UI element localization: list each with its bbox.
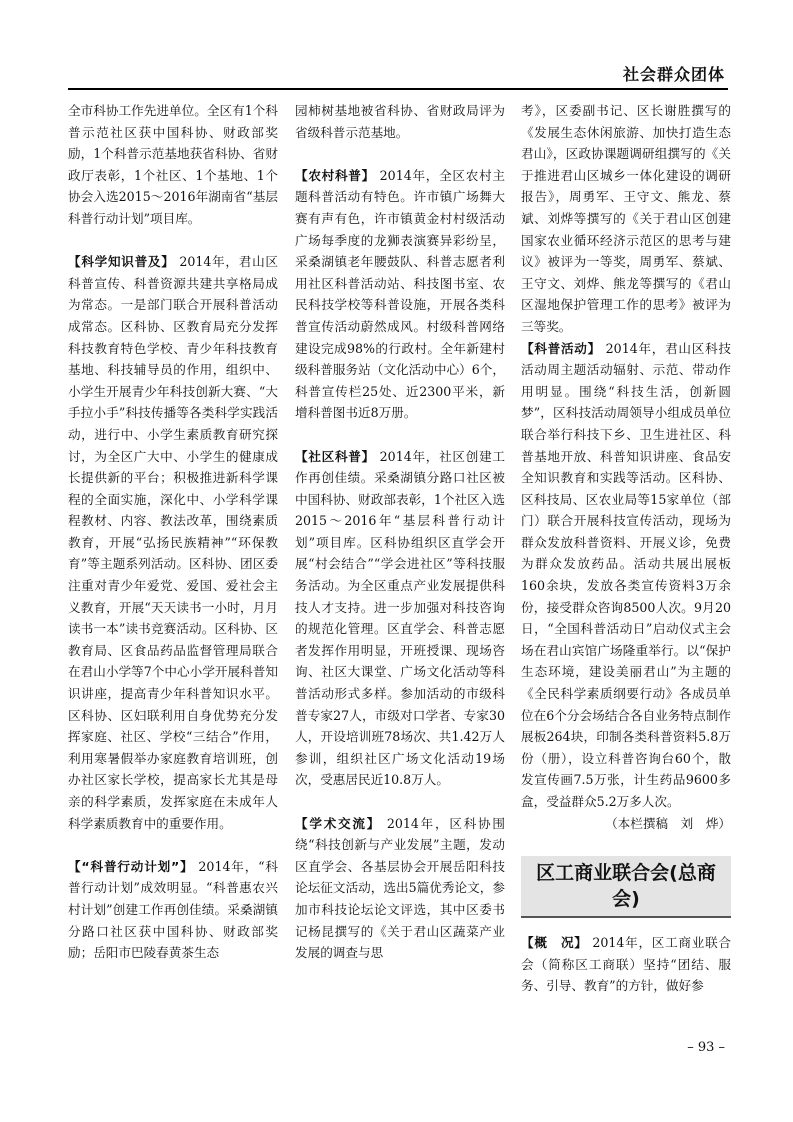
paragraph-science-activities bbox=[521, 338, 731, 813]
paragraph-community-science bbox=[295, 446, 505, 792]
paragraph-heading: 【科学知识普及】 bbox=[68, 254, 175, 270]
page-number: – 93 – bbox=[687, 1040, 725, 1055]
column-3 bbox=[521, 100, 731, 997]
paragraph-action-plan bbox=[68, 856, 278, 964]
paragraph-rural-science bbox=[295, 165, 505, 424]
paragraph: 考》，区委副书记、区长谢胜撰写的《发展生态休闲旅游、加快打造生态君山》，区政协课题调研组撰写的《关于推进君山区城乡一体化建设的调研报告》，周勇军、王守文、熊龙、蔡斌、刘烨等撰写的《关于君山区创建国家农业循环经济示范区的思考与建议》被评为一等奖，周勇军、蔡斌、王守文、刘烨、熊龙等撰写的《君山区湿地保护管理工作的思考》被评为三等奖。 bbox=[521, 103, 731, 334]
paragraph-body: 2014年，区科协围绕“科技创新与产业发展”主题，发动区直学会、各基层协会开展岳阳科技论坛征文活动，选出5篇优秀论文，参加市科技论坛论文评选，其中区委书记杨昆撰写的《关于君山区蔬菜产业发展的调查与思 bbox=[295, 815, 505, 961]
column-1 bbox=[68, 100, 278, 964]
author-credit: （本栏撰稿 刘 烨） bbox=[605, 815, 731, 831]
paragraph-body: 2014年，区工商业联合会（简称区工商联）坚持“团结、服务、引导、教育”的方针，做好参 bbox=[521, 935, 731, 994]
paragraph-science-knowledge bbox=[68, 251, 278, 834]
paragraph-body: 2014年，“科普行动计划”成效明显。“科普惠农兴村计划”创建工作再创佳绩。采桑湖镇分路口社区获中国科协、财政部奖励；岳阳市巴陵春黄茶生态 bbox=[68, 858, 278, 961]
paragraph-body: 2014年，君山区科普宣传、科普资源共建共享格局成为常态。一是部门联合开展科普活动成常态。区科协、区教育局充分发挥科技教育特色学校、青少年科技教育基地、科技辅导员的作用，组织中、小学生开展青少年科技创新大赛、“大手拉小手”科技传播等各类科学实践活动，进行中、小学生素质教育研究探讨，为全区广大中、小学生的健康成长提供新的平台；积极推进新科学课程的全面实施，深化中、小学科学课程教材、内容、教法改革，围绕素质教育，开展“弘扬民族精神”“环保教育”等主题系列活动。区科协、团区委注重对青少年爱党、爱国、爱社会主义教育，开展“天天读书一小时，月月读书一本”读书竞赛活动。区科协、区教育局、区食品药品监督管理局联合在君山小学等7个中心小学开展科普知识讲座，提高青少年科普知识水平。区科协、区妇联利用自身优势充分发挥家庭、社区、学校“三结合”作用，利用寒暑假举办家庭教育培训班，创办社区家长学校，提高家长尤其是母亲的科学素质，发挥家庭在未成年人科学素质教育中的重要作用。 bbox=[68, 254, 278, 831]
paragraph: 园柿树基地被省科协、省财政局评为省级科普示范基地。 bbox=[295, 103, 505, 140]
paragraph-heading: 【科普活动】 bbox=[521, 340, 601, 356]
paragraph-overview bbox=[521, 932, 731, 997]
section-header-title: 社会群众团体 bbox=[622, 65, 725, 84]
paragraph-heading: 【“科普行动计划”】 bbox=[68, 858, 194, 874]
paragraph-academic-exchange bbox=[295, 813, 505, 964]
paragraph-body: 2014年，全区农村主题科普活动有特色。许市镇广场舞大赛有声有色，许市镇黄金村村级活动广场每季度的龙狮表演赛异彩纷呈，采桑湖镇老年腰鼓队、科普志愿者利用社区科普活动站、科技图书室、农民科技学校等科普设施，开展各类科普宣传活动蔚然成风。村级科普网络建设完成98%的行政村。全年新建村级科普服务站（文化活动中心）6个，科普宣传栏25处、近2300平米，新增科普图书近8万册。 bbox=[295, 167, 505, 421]
section-title-box: 区工商业联合会(总商会) bbox=[521, 856, 731, 918]
column-2 bbox=[295, 100, 505, 964]
paragraph-heading: 【概 况】 bbox=[521, 935, 588, 951]
header-rule bbox=[68, 88, 728, 90]
paragraph-heading: 【社区科普】 bbox=[295, 448, 375, 464]
paragraph-heading: 【农村科普】 bbox=[295, 167, 375, 183]
paragraph-heading: 【学术交流】 bbox=[295, 815, 382, 831]
paragraph-body: 2014年，君山区科技活动周主题活动辐射、示范、带动作用明显。围绕“科技生活，创新圆梦”，区科技活动周领导小组成员单位联合举行科技下乡、卫生进社区、科普基地开放、科普知识讲座、食品安全知识教育和实践等活动。区科协、区科技局、区农业局等15家单位（部门）联合开展科技宣传活动，现场为群众发放科普资料、开展义诊，免费为群众发放药品。活动共展出展板160余块，发放各类宣传资料3万余份，接受群众咨询8500人次。9月20日，“全国科普活动日”启动仪式主会场在君山宾馆广场隆重举行。以“保护生态环境，建设美丽君山”为主题的《全民科学素质纲要行动》各成员单位在6个分会场结合各自业务特点制作展板264块，印制各类科普资料5.8万份（册），设立科普咨询台60个，散发宣传画7.5万张，计生药品9600多盒，受益群众5.2万多人次。 bbox=[521, 340, 731, 809]
paragraph: 全市科协工作先进单位。全区有1个科普示范社区获中国科协、财政部奖励，1个科普示范基地获省科协、省财政厅表彰，1个社区、1个基地、1个协会入选2015～2016年湖南省“基层科普行动计划”项目库。 bbox=[68, 103, 278, 226]
paragraph-body: 2014年，社区创建工作再创佳绩。采桑湖镇分路口社区被中国科协、财政部表彰，1个社区入选2015～2016年“基层科普行动计划”项目库。区科协组织区直学会开展“村会结合”“学会进社区”等科技服务活动。为全区重点产业发展提供科技人才支持。进一步加强对科技咨询的规范化管理。区直学会、科普志愿者发挥作用明显，开班授课、现场咨询、社区大课堂、广场文化活动等科普活动形式多样。参加活动的市级科普专家27人，市级对口学者、专家30人，开设培训班78场次、共1.42万人参训，组织社区广场文化活动19场次，受惠居民近10.8万人。 bbox=[295, 448, 505, 788]
